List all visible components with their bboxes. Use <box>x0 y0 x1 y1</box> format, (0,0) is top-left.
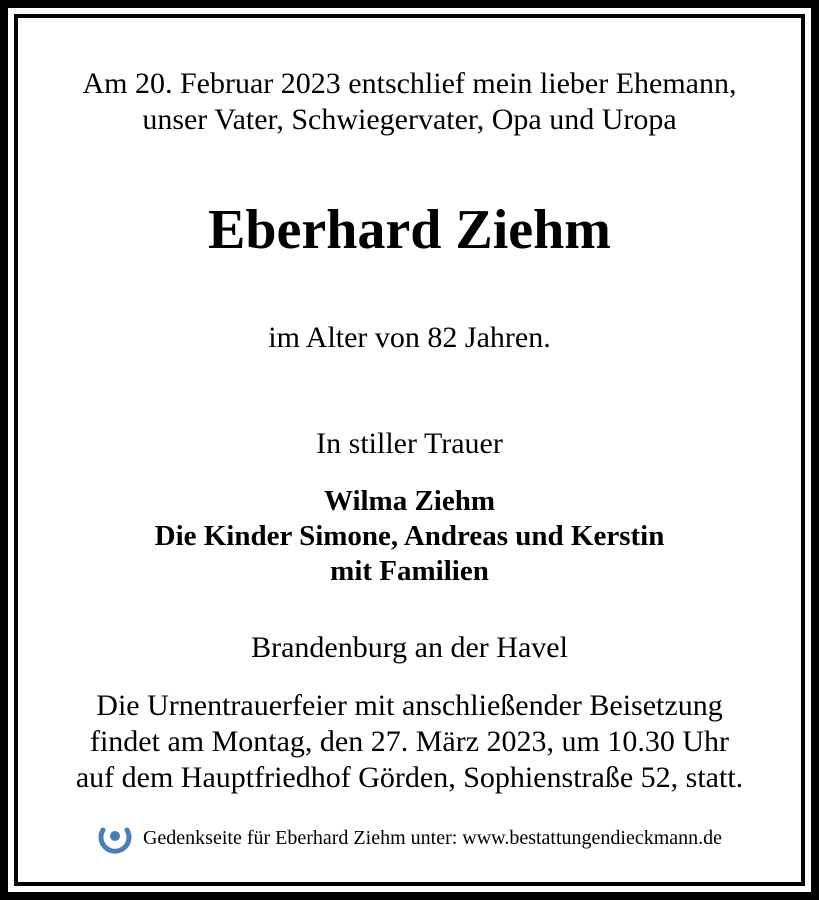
family-signature <box>18 484 801 589</box>
mourning-line: In stiller Trauer <box>316 427 503 460</box>
intro-text <box>18 66 801 138</box>
ceremony-line-3: auf dem Hauptfriedhof Görden, Sophienstraße 52, statt. <box>75 761 744 794</box>
deceased-name: Eberhard Ziehm <box>208 199 611 261</box>
memorial-page-text[interactable]: Gedenkseite für Eberhard Ziehm unter: www.bestattungendieckmann.de <box>142 826 723 849</box>
intro-line-1: Am 20. Februar 2023 entschlief mein lieber Ehemann, <box>82 67 737 100</box>
family-line-2: Die Kinder Simone, Andreas und Kerstin <box>154 520 665 552</box>
ceremony-details <box>18 688 801 796</box>
memorial-page-footer <box>18 818 801 858</box>
family-line-1: Wilma Ziehm <box>323 485 496 517</box>
memorial-logo-icon <box>97 820 133 856</box>
intro-line-2: unser Vater, Schwiegervater, Opa und Uropa <box>142 103 677 136</box>
ceremony-line-2: findet am Montag, den 27. März 2023, um 10.30 Uhr <box>89 725 730 758</box>
obituary-notice <box>18 18 801 882</box>
family-line-3: mit Familien <box>330 555 489 587</box>
age-line: im Alter von 82 Jahren. <box>268 321 551 354</box>
ceremony-line-1: Die Urnentrauerfeier mit anschließender Beisetzung <box>96 689 723 722</box>
place-line: Brandenburg an der Havel <box>251 631 568 664</box>
